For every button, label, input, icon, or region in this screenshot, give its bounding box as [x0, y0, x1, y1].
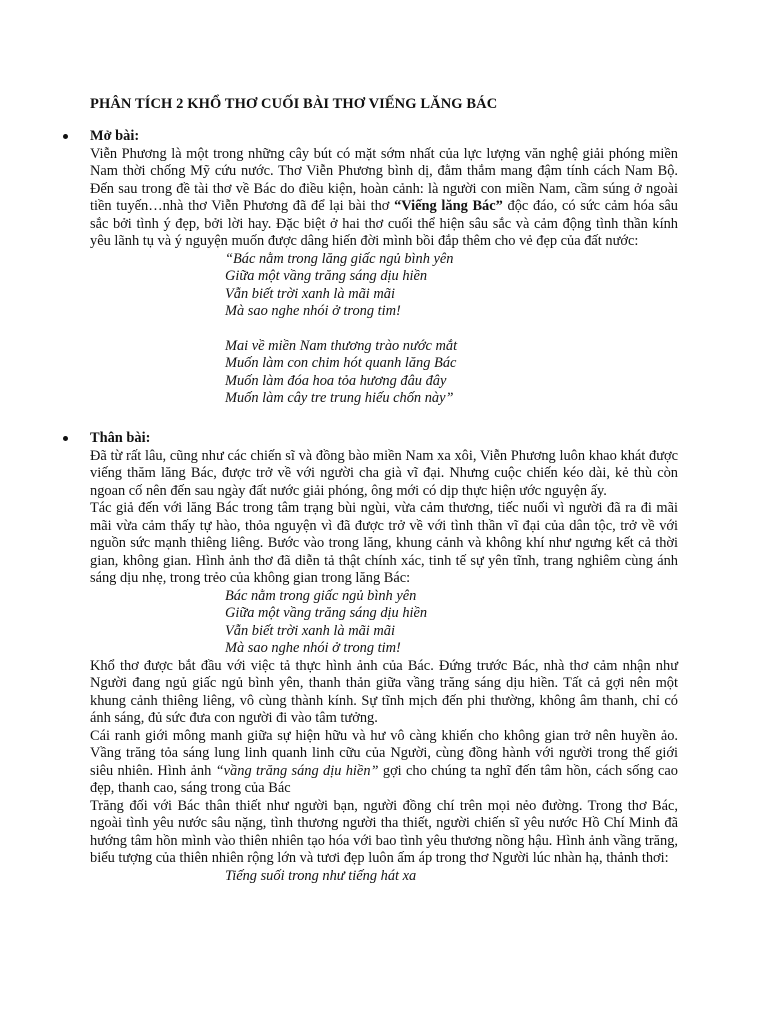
poem-stanza-2: [90, 338, 678, 408]
than-bai-paragraph-3: Khổ thơ được bắt đầu với việc tả thực hình ảnh của Bác. Đứng trước Bác, nhà thơ cảm nhận như Người đang ngủ giấc ngủ bình yên, thanh thản giữa vầng trăng sáng dịu hiền. Tất cả gợi nên một khung cảnh thiêng liêng, vô cùng thành kính. Sự tĩnh mịch đến phi thường, không âm thanh, chỉ có ánh sáng, đủ sức đưa con người đi vào tâm tưởng.: [90, 657, 678, 726]
than-bai-paragraph-4: [90, 728, 678, 798]
stanza-gap: [90, 321, 678, 338]
than-bai-paragraph-5: Trăng đối với Bác thân thiết như người bạn, người đồng chí trên mọi nẻo đường. Trong thơ Bác, ngoài tình yêu nước sâu nặng, tình thương người tha thiết, người chiến sĩ yêu nước Hồ Chí Minh đã hướng tâm hồn mình vào thiên nhiên tạo hóa với bao tình yêu thương nồng hậu. Hình ảnh vầng trăng, biểu tượng của thiên nhiên rộng lớn và tươi đẹp luôn ấm áp trong thơ Người lúc nhàn hạ, thảnh thơi:: [90, 797, 678, 866]
poem-line: Vẫn biết trời xanh là mãi mãi: [225, 285, 395, 302]
paragraph-4-text-1: Cái ranh giới mông manh giữa sự hiện hữu và hư vô càng khiến cho không gian trở nên huyền ảo. Vầng trăng tỏa sáng lung linh quanh linh cữu của Người, cùng đồng hành với người trong thế giới siêu nhiên. Hình ảnh: [90, 727, 678, 779]
poem-stanza-3: [90, 588, 678, 658]
poem-line: Giữa một vầng trăng sáng dịu hiền: [225, 268, 428, 284]
poem-line: Vẫn biết trời xanh là mãi mãi: [225, 622, 395, 639]
than-bai-paragraph-2: Tác giả đến với lăng Bác trong tâm trạng bùi ngùi, vừa cảm thương, tiếc nuối vì người đã ra đi mãi mãi vừa cảm thấy tự hào, thỏa nguyện vì đã được trở về với tình thần vĩ đại của dân tộc, trở về với nguồn sức mạnh thiêng liêng. Bước vào trong lăng, khung cảnh và không khí như ngưng kết cả thời gian, không gian. Hình ảnh thơ đã diễn tả thật chính xác, tinh tế sự yên tĩnh, trang nghiêm cùng ánh sáng dịu nhẹ, trong trẻo của không gian trong lăng Bác:: [90, 500, 678, 586]
mo-bai-section: [90, 128, 678, 408]
mo-bai-heading: Mở bài:: [90, 128, 140, 144]
bullet-icon: [63, 436, 68, 441]
paragraph-4-text-2: gợi cho chúng ta nghĩ đến tâm hồn, cách sống cao đẹp, thanh cao, sáng trong của Bác: [90, 762, 679, 796]
poem-line: Mà sao nghe nhói ở trong tim!: [225, 303, 401, 319]
poem-line: Mai về miền Nam thương trào nước mắt: [225, 337, 458, 354]
than-bai-paragraph-1: Đã từ rất lâu, cũng như các chiến sĩ và đồng bào miền Nam xa xôi, Viễn Phương luôn khao khát được viếng thăm lăng Bác, được trở về với người cha già vĩ đại. Nhưng cuộc chiến kéo dài, kẻ thù còn ngoan cố nên đến sau ngày đất nước giải phóng, ông mới có dịp thực hiện ước nguyện ấy.: [90, 447, 678, 499]
poem-line: Tiếng suối trong như tiếng hát xa: [225, 867, 417, 884]
mo-bai-text-2: độc đáo, có sức cảm hóa sâu sắc bởi tình ý đẹp, bởi lời hay. Đặc biệt ở hai thơ cuối thể hiện sâu sắc và cảm động tình thần kính yêu lãnh tụ và ý nguyện muốn được dâng hiến đời mình bồi đắp thêm cho vẻ đẹp của đất nước:: [90, 198, 679, 249]
poem-line: Muốn làm con chim hót quanh lăng Bác: [225, 355, 457, 371]
poem-stanza-4: [90, 868, 678, 886]
bullet-icon: [63, 134, 68, 139]
mo-bai-text-1: Viễn Phương là một trong những cây bút có mặt sớm nhất của lực lượng văn nghệ giải phóng miền Nam thời chống Mỹ cứu nước. Thơ Viễn Phương bình dị, đằm thắm mang đậm tính cách Nam Bộ. Đến sau trong đề tài thơ về Bác do điều kiện, hoàn cảnh: là người con miền Nam, cầm súng ở ngoài tiền tuyến…nhà thơ Viễn Phương đã để lại bài thơ: [90, 145, 678, 214]
poem-stanza-1: [90, 251, 678, 321]
document-title: PHÂN TÍCH 2 KHỔ THƠ CUỐI BÀI THƠ VIẾNG LĂNG BÁC: [90, 96, 498, 112]
poem-line: “Bác nằm trong lăng giấc ngủ bình yên: [225, 250, 454, 267]
poem-line: Muốn làm đóa hoa tỏa hương đâu đây: [225, 372, 447, 389]
poem-line: Giữa một vầng trăng sáng dịu hiền: [225, 605, 428, 621]
than-bai-heading: Thân bài:: [90, 430, 151, 446]
poem-line: Mà sao nghe nhói ở trong tim!: [225, 640, 401, 656]
mo-bai-paragraph: [90, 146, 678, 251]
poem-line: Bác nằm trong giấc ngủ bình yên: [225, 587, 417, 604]
quote-italic: “vầng trăng sáng dịu hiền”: [215, 762, 379, 779]
poem-line: Muốn làm cây tre trung hiếu chốn này”: [225, 390, 454, 406]
poem-title-bold: “Viếng lăng Bác”: [394, 198, 503, 214]
than-bai-section: [90, 430, 678, 885]
